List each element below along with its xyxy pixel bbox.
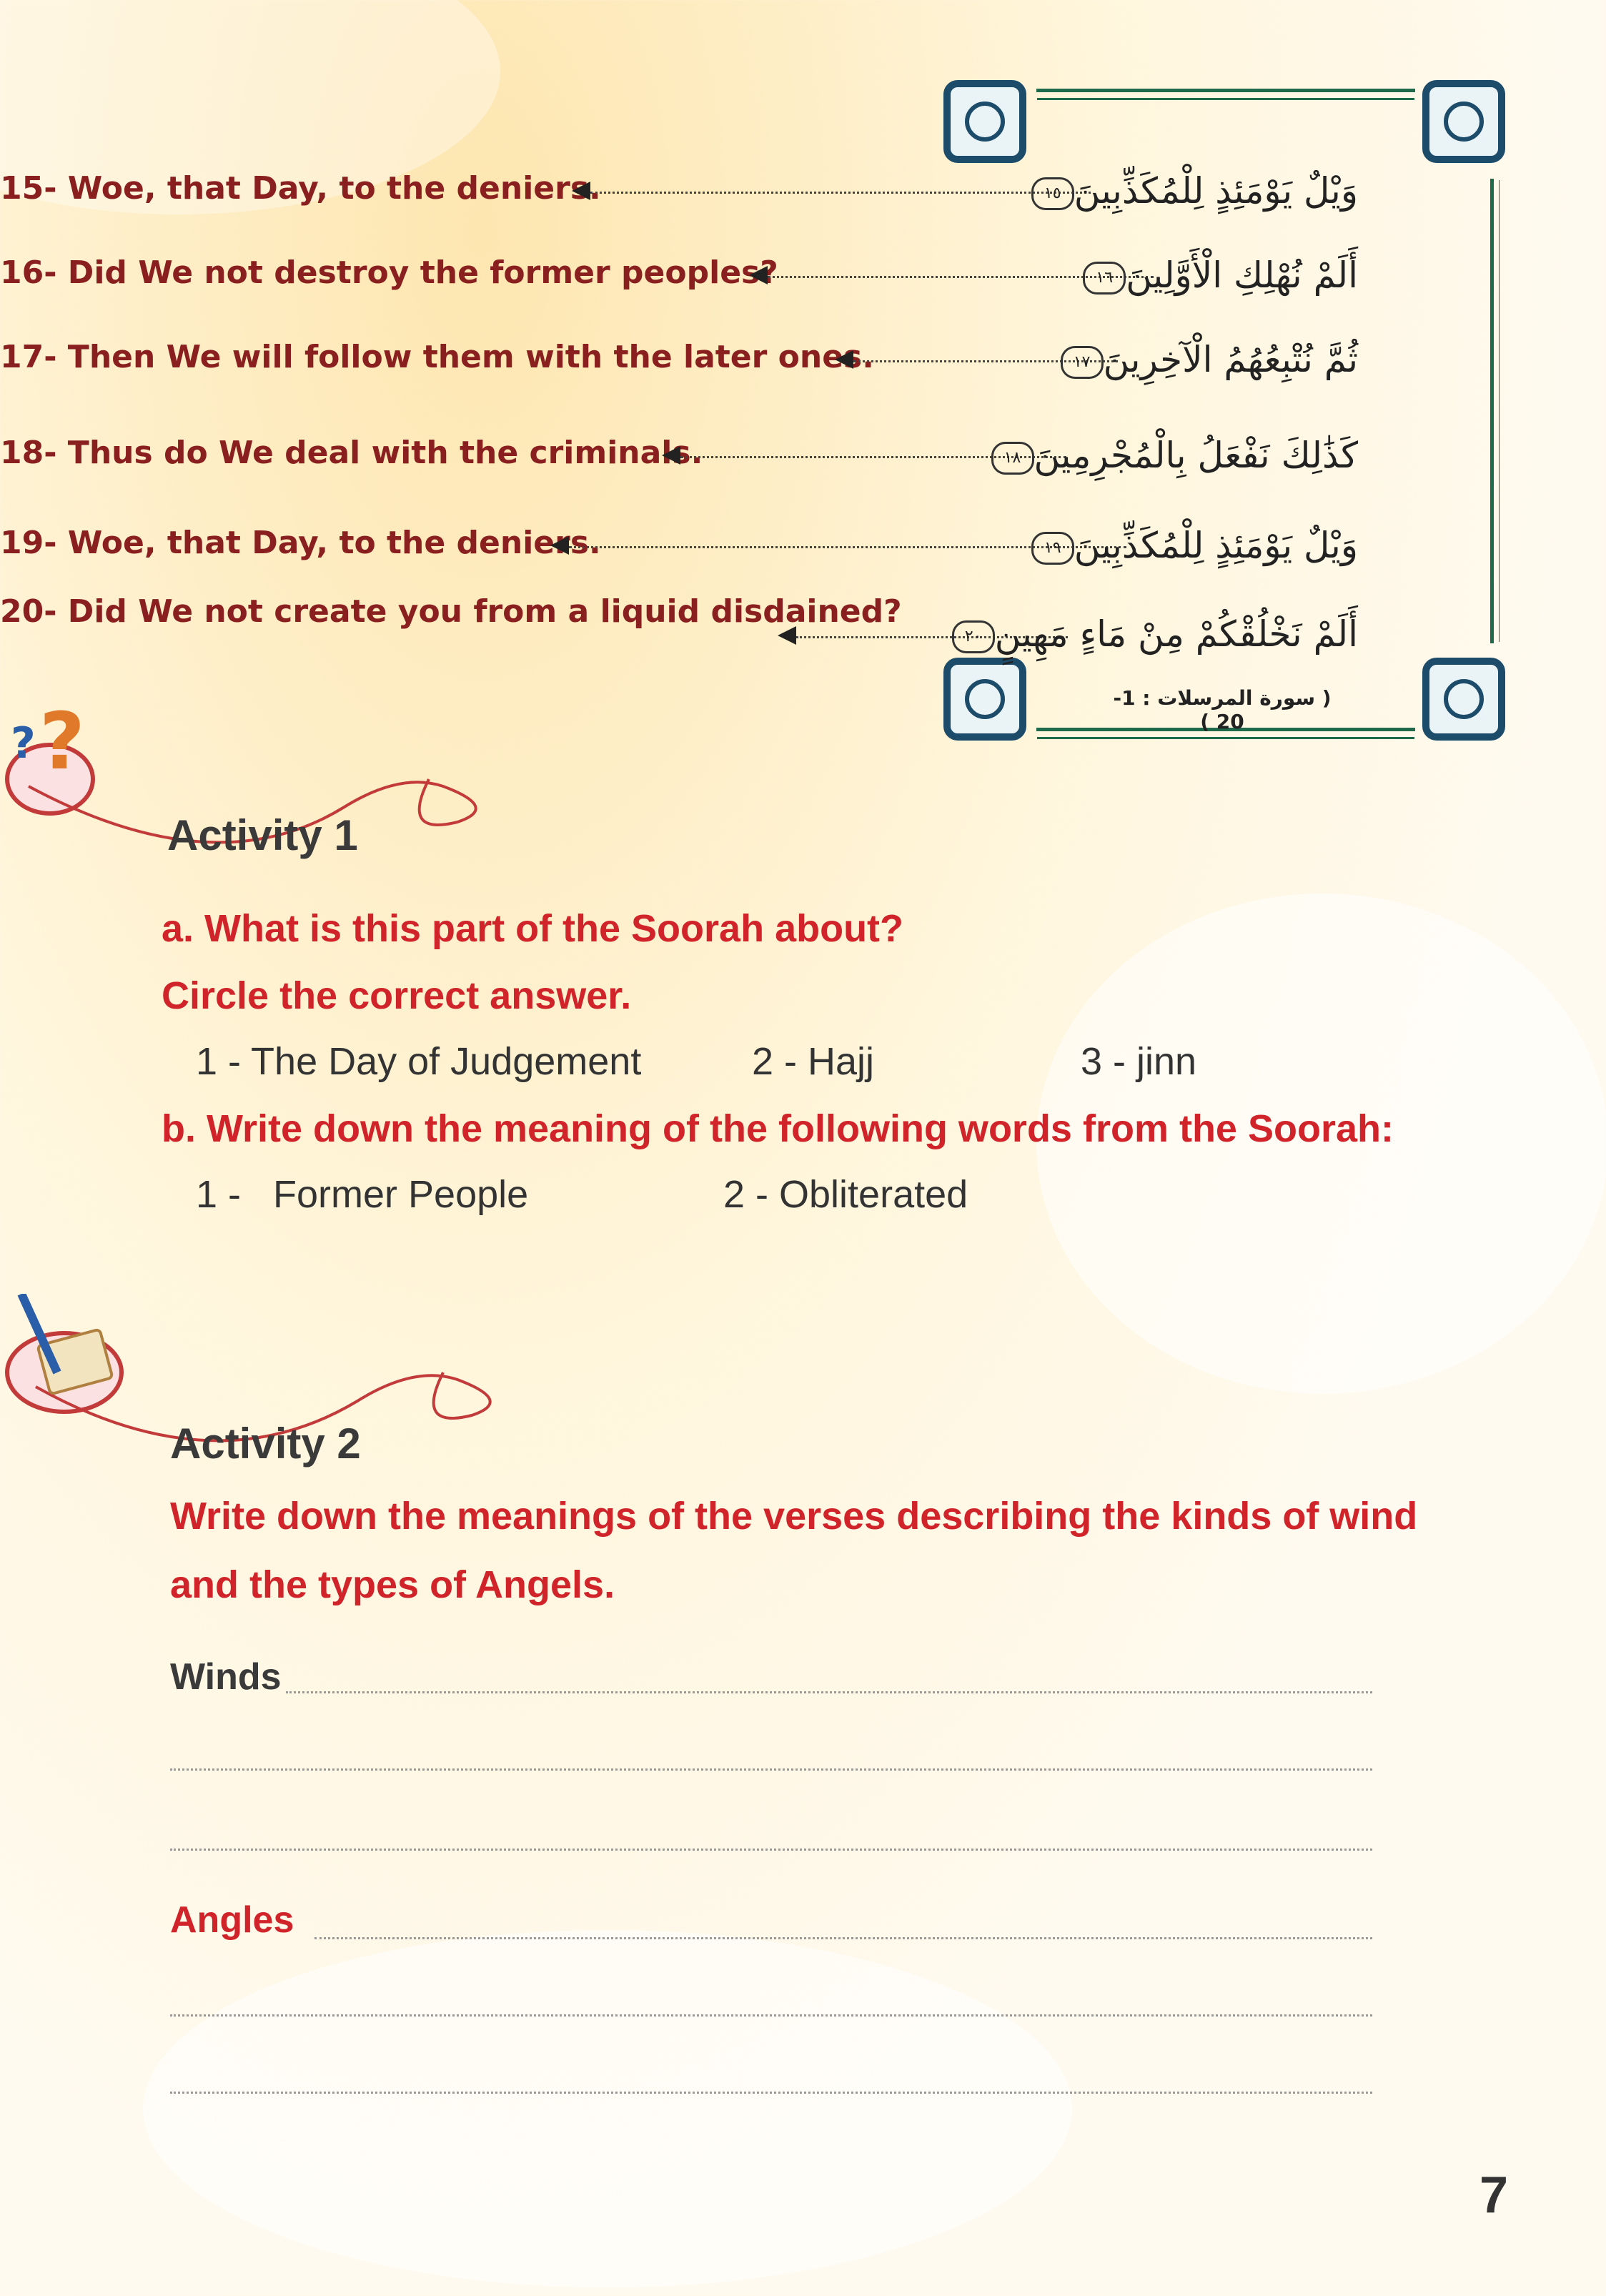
activity-1-title: Activity 1 <box>167 811 358 859</box>
ayah-number: ٢٠ <box>952 620 995 653</box>
ayah-number: ١٩ <box>1031 532 1074 565</box>
background-cloud <box>143 1930 1072 2287</box>
verse-translation: 16- Did We not destroy the former peoples? <box>0 254 778 291</box>
verse-row <box>0 252 1501 309</box>
activity-2-instruction: Write down the meanings of the verses describing the kinds of wind <box>170 1495 1418 1538</box>
frame-corner-ornament <box>943 658 1026 741</box>
verse-row <box>0 432 1501 489</box>
winds-label: Winds <box>170 1656 282 1698</box>
arrow-left-icon <box>550 536 569 555</box>
activity-1-question-a: a. What is this part of the Soorah about? <box>162 907 904 950</box>
page-number: 7 <box>1479 2167 1509 2224</box>
verse-translation: 19- Woe, that Day, to the deniers. <box>0 525 601 561</box>
svg-text:?: ? <box>39 701 85 787</box>
arrow-left-icon <box>778 626 796 645</box>
answer-option[interactable]: 3 - jinn <box>1081 1040 1197 1083</box>
svg-text:?: ? <box>11 718 36 768</box>
frame-top-border <box>1036 89 1415 92</box>
answer-option[interactable]: 1 - The Day of Judgement <box>196 1040 642 1083</box>
verse-arabic: أَلَمْ نُهْلِكِ الْأَوَّلِينَ١٦ <box>1076 252 1358 299</box>
verse-arabic: أَلَمْ نَخْلُقْكُمْ مِنْ مَاءٍ مَهِينٍ٢٠ <box>945 610 1358 658</box>
ayah-number: ١٦ <box>1083 262 1126 295</box>
answer-line[interactable] <box>170 1768 1372 1771</box>
verse-row <box>0 522 1501 579</box>
verse-translation: 20- Did We not create you from a liquid disdained? <box>0 593 902 630</box>
activity-2-instruction: and the types of Angels. <box>170 1563 615 1606</box>
activity-1-instruction: Circle the correct answer. <box>162 974 632 1017</box>
verse-arabic: وَيْلٌ يَوْمَئِذٍ لِلْمُكَذِّبِينَ١٩ <box>1024 522 1358 569</box>
answer-option[interactable]: 2 - Hajj <box>752 1040 875 1083</box>
verse-translation: 17- Then We will follow them with the later ones. <box>0 339 874 375</box>
verse-row <box>0 590 1501 655</box>
answer-line[interactable] <box>170 2014 1372 2017</box>
answer-line[interactable] <box>286 1691 1372 1693</box>
surah-reference: ( سورة المرسلات : 1-20 ) <box>1113 686 1332 733</box>
verse-row <box>0 336 1501 393</box>
arrow-left-icon <box>749 266 768 284</box>
vocabulary-word: 1 - Former People <box>196 1173 529 1216</box>
activity-2-title: Activity 2 <box>170 1420 361 1468</box>
verse-translation: 15- Woe, that Day, to the deniers. <box>0 170 601 207</box>
ayah-number: ١٥ <box>1031 177 1074 210</box>
ayah-number: ١٨ <box>991 442 1034 475</box>
verse-translation: 18- Thus do We deal with the criminals. <box>0 435 703 471</box>
arrow-left-icon <box>835 350 853 369</box>
answer-line[interactable] <box>314 1937 1372 1939</box>
verse-arabic: كَذَٰلِكَ نَفْعَلُ بِالْمُجْرِمِينَ١٨ <box>984 432 1359 479</box>
ayah-number: ١٧ <box>1061 346 1104 379</box>
answer-line[interactable] <box>170 2092 1372 2094</box>
verse-row <box>0 167 1501 224</box>
frame-corner-ornament <box>1422 80 1505 163</box>
frame-corner-ornament <box>943 80 1026 163</box>
verse-arabic: وَيْلٌ يَوْمَئِذٍ لِلْمُكَذِّبِينَ١٥ <box>1024 167 1358 214</box>
answer-line[interactable] <box>170 1849 1372 1851</box>
arrow-left-icon <box>572 182 590 200</box>
dotted-leader <box>590 192 1091 194</box>
verse-arabic: ثُمَّ نُتْبِعُهُمُ الْآخِرِينَ١٧ <box>1054 336 1358 383</box>
activity-1-question-b: b. Write down the meaning of the following words from the Soorah: <box>162 1107 1394 1150</box>
vocabulary-word: 2 - Obliterated <box>723 1173 968 1216</box>
angels-label: Angles <box>170 1899 294 1941</box>
arrow-left-icon <box>662 446 680 465</box>
frame-corner-ornament <box>1422 658 1505 741</box>
